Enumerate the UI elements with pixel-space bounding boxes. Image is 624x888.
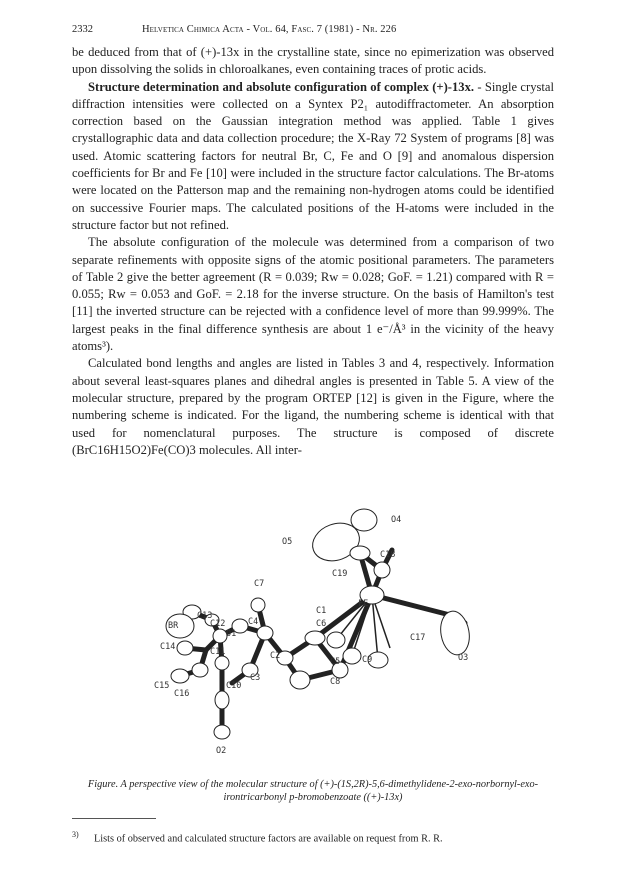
atom-label: O5 bbox=[282, 537, 293, 547]
footnote bbox=[72, 830, 554, 844]
paragraph-4: Calculated bond lengths and angles are listed in Tables 3 and 4, respectively. Information about several least-squares planes and dihedral angles is presented in Table 5. A view of the molecular structure, prepared by the program ORTEP [12] is given in the Figure, where the numbering scheme is indicated. For the ligand, the numbering scheme is identical with that used for nomenclatural purposes. The structure is composed of discrete (BrC16H15O2)Fe(CO)3 molecules. All inter- bbox=[72, 356, 554, 457]
paragraph-1: be deduced from that of (+)-13x in the crystalline state, since no epimerization was observed upon dissolving the solids in chloroalkanes, even containing traces of protic acids. bbox=[72, 45, 554, 77]
paragraph-3: The absolute configuration of the molecule was determined from a comparison of two separate refinements with opposite signs of the atomic positional parameters. The parameters of Table 2 give the better agreement (R = 0.039; Rw = 0.028; GoF. = 1.21) compared with R = 0.055; Rw = 0.053 and GoF. = 2.18 for the inverse structure. On the basis of Hamilton's test [11] the inverted structure can be rejected with a confidence level of more than 99.999%. The largest peaks in the final difference synthesis are about 1 e⁻/Å³ in the vicinity of the heavy atoms³). bbox=[72, 235, 554, 354]
running-header bbox=[72, 24, 552, 38]
atom-label: C8 bbox=[330, 677, 341, 687]
ortep-figure bbox=[140, 508, 500, 770]
atom-label: C16 bbox=[174, 689, 190, 699]
atom-label: C6 bbox=[316, 619, 327, 629]
atom-label: O4 bbox=[391, 515, 402, 525]
atom-label: C14 bbox=[160, 642, 176, 652]
atom-label: BR bbox=[168, 621, 179, 631]
section-heading: Structure determination and absolute configuration of complex (+)-13x. bbox=[88, 79, 475, 94]
atom-label: C4 bbox=[248, 617, 259, 627]
atom-label: C18 bbox=[380, 550, 396, 560]
atom-label: C3 bbox=[250, 673, 261, 683]
atom-label: FE bbox=[358, 599, 369, 609]
atom-label: C15 bbox=[154, 681, 170, 691]
atom-label: C19 bbox=[332, 569, 348, 579]
footnote-rule bbox=[72, 818, 156, 819]
molecular-structure-drawing bbox=[140, 508, 500, 770]
atom-label: O2 bbox=[216, 746, 227, 756]
atom-label: C1 bbox=[316, 606, 327, 616]
journal-title: Helvetica Chimica Acta - Vol. 64, Fasc. 7 (1981) - Nr. 226 bbox=[142, 24, 397, 35]
paragraph-2-text: - Single crystal diffraction intensities were collected on a Syntex P2₁ autodiffractometer. An absorption correction based on the Gaussian integration method was applied. Table 1 gives crystallographic data and data collection procedure; the X-Ray 72 System of programs [8] was used. Atomic scattering factors for neutral Br, C, Fe and O [9] and anomalous dispersion coefficients for Br and Fe [10] were included in the structure factor calculations. The Br-atoms were located on the Patterson map and the remaining non-hydrogen atoms could be identified on successive Fourier maps. The calculated positions of the H-atoms were included in the structure factor but not refined. bbox=[72, 79, 554, 232]
atom-label: C12 bbox=[210, 619, 226, 629]
atom-label: C2 bbox=[270, 651, 281, 661]
atom-label: O3 bbox=[458, 653, 469, 663]
atom-label: C11 bbox=[210, 647, 226, 657]
atom-label: C9 bbox=[362, 655, 373, 665]
atom-label: C7 bbox=[254, 579, 265, 589]
figure-caption: Figure. A perspective view of the molecular structure of (+)-(1S,2R)-5,6-dimethylidene-2-exo-norbornyl-exo-irontricarbonyl p-bromobenzoate ((+)-13x) bbox=[87, 779, 539, 803]
body-text bbox=[72, 44, 554, 459]
atom-label: C10 bbox=[226, 681, 242, 691]
atom-label: C17 bbox=[410, 633, 426, 643]
atom-label: C5 bbox=[330, 657, 341, 667]
footnote-text: Lists of observed and calculated structure factors are available on request from R. R. bbox=[94, 833, 443, 845]
page-number: 2332 bbox=[72, 24, 93, 35]
paragraph-2 bbox=[72, 79, 554, 235]
atom-label: O1 bbox=[226, 629, 237, 639]
footnote-mark: 3) bbox=[72, 830, 79, 839]
atom-label: C13 bbox=[197, 611, 213, 621]
